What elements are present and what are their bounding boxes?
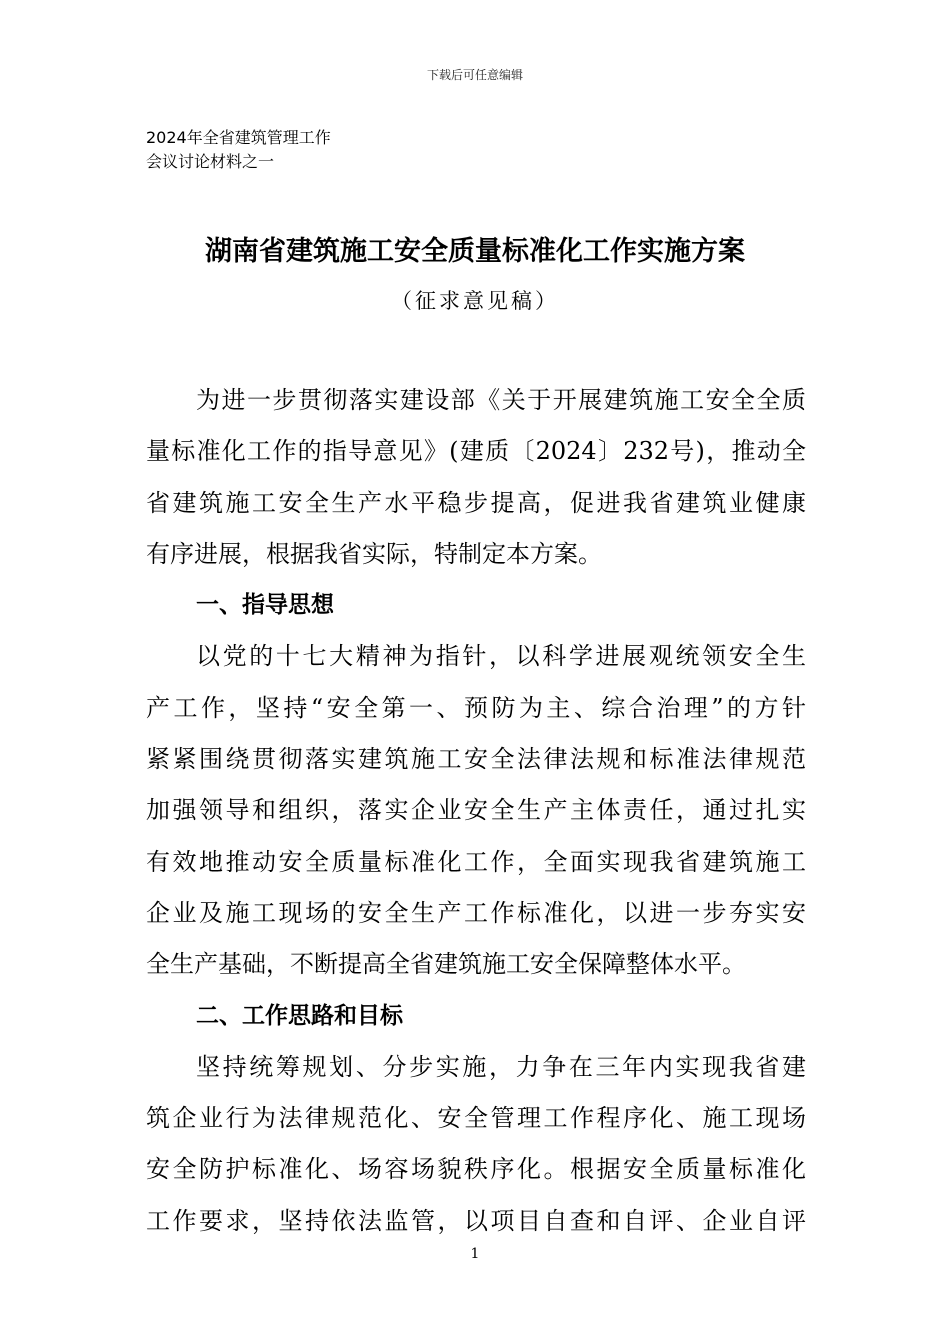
section-heading: 一、指导思想 xyxy=(196,592,334,619)
body-text-line: 有效地推动安全质量标准化工作，全面实现我省建筑施工 xyxy=(146,847,806,876)
body-text-line: 安全防护标准化、场容场貌秩序化。根据安全质量标准化 xyxy=(146,1155,806,1184)
section-heading: 二、工作思路和目标 xyxy=(196,1002,403,1029)
page-number: 1 xyxy=(470,1246,480,1262)
header-note: 下载后可任意编辑 xyxy=(426,68,523,82)
body-text-line: 筑企业行为法律规范化、安全管理工作程序化、施工现场 xyxy=(146,1104,806,1133)
body-text-line: 坚持统筹规划、分步实施，力争在三年内实现我省建 xyxy=(196,1052,806,1081)
body-text-line: 紧紧围绕贯彻落实建筑施工安全法律法规和标准法律规范 xyxy=(146,745,806,774)
document-subtitle: （征求意见稿） xyxy=(391,289,559,313)
body-text-line: 加强领导和组织，落实企业安全生产主体责任，通过扎实 xyxy=(146,796,806,825)
document-body xyxy=(146,375,806,1247)
body-text-line: 产工作，坚持“安全第一、预防为主、综合治理”的方针 xyxy=(146,693,806,722)
body-text-line: 企业及施工现场的安全生产工作标准化，以进一步夯实安 xyxy=(146,898,806,927)
body-text-line: 工作要求，坚持依法监管，以项目自查和自评、企业自评 xyxy=(146,1206,806,1235)
document-title: 湖南省建筑施工安全质量标准化工作实施方案 xyxy=(205,236,745,267)
body-text-line: 为进一步贯彻落实建设部《关于开展建筑施工安全全质 xyxy=(196,386,806,414)
body-text-line: 有序进展，根据我省实际，特制定本方案。 xyxy=(146,539,602,568)
body-text-line: 量标准化工作的指导意见》(建质〔2024〕232号)，推动全 xyxy=(146,437,806,466)
body-text-line: 省建筑施工安全生产水平稳步提高，促进我省建筑业健康 xyxy=(146,488,806,517)
meeting-label xyxy=(146,126,331,174)
body-text-line: 全生产基础，不断提高全省建筑施工安全保障整体水平。 xyxy=(146,950,746,979)
meeting-line-2: 会议讨论材料之一 xyxy=(146,152,275,171)
meeting-line-1: 2024年全省建筑管理工作 xyxy=(146,128,331,147)
body-text-line: 以党的十七大精神为指针，以科学进展观统领安全生 xyxy=(196,642,806,671)
